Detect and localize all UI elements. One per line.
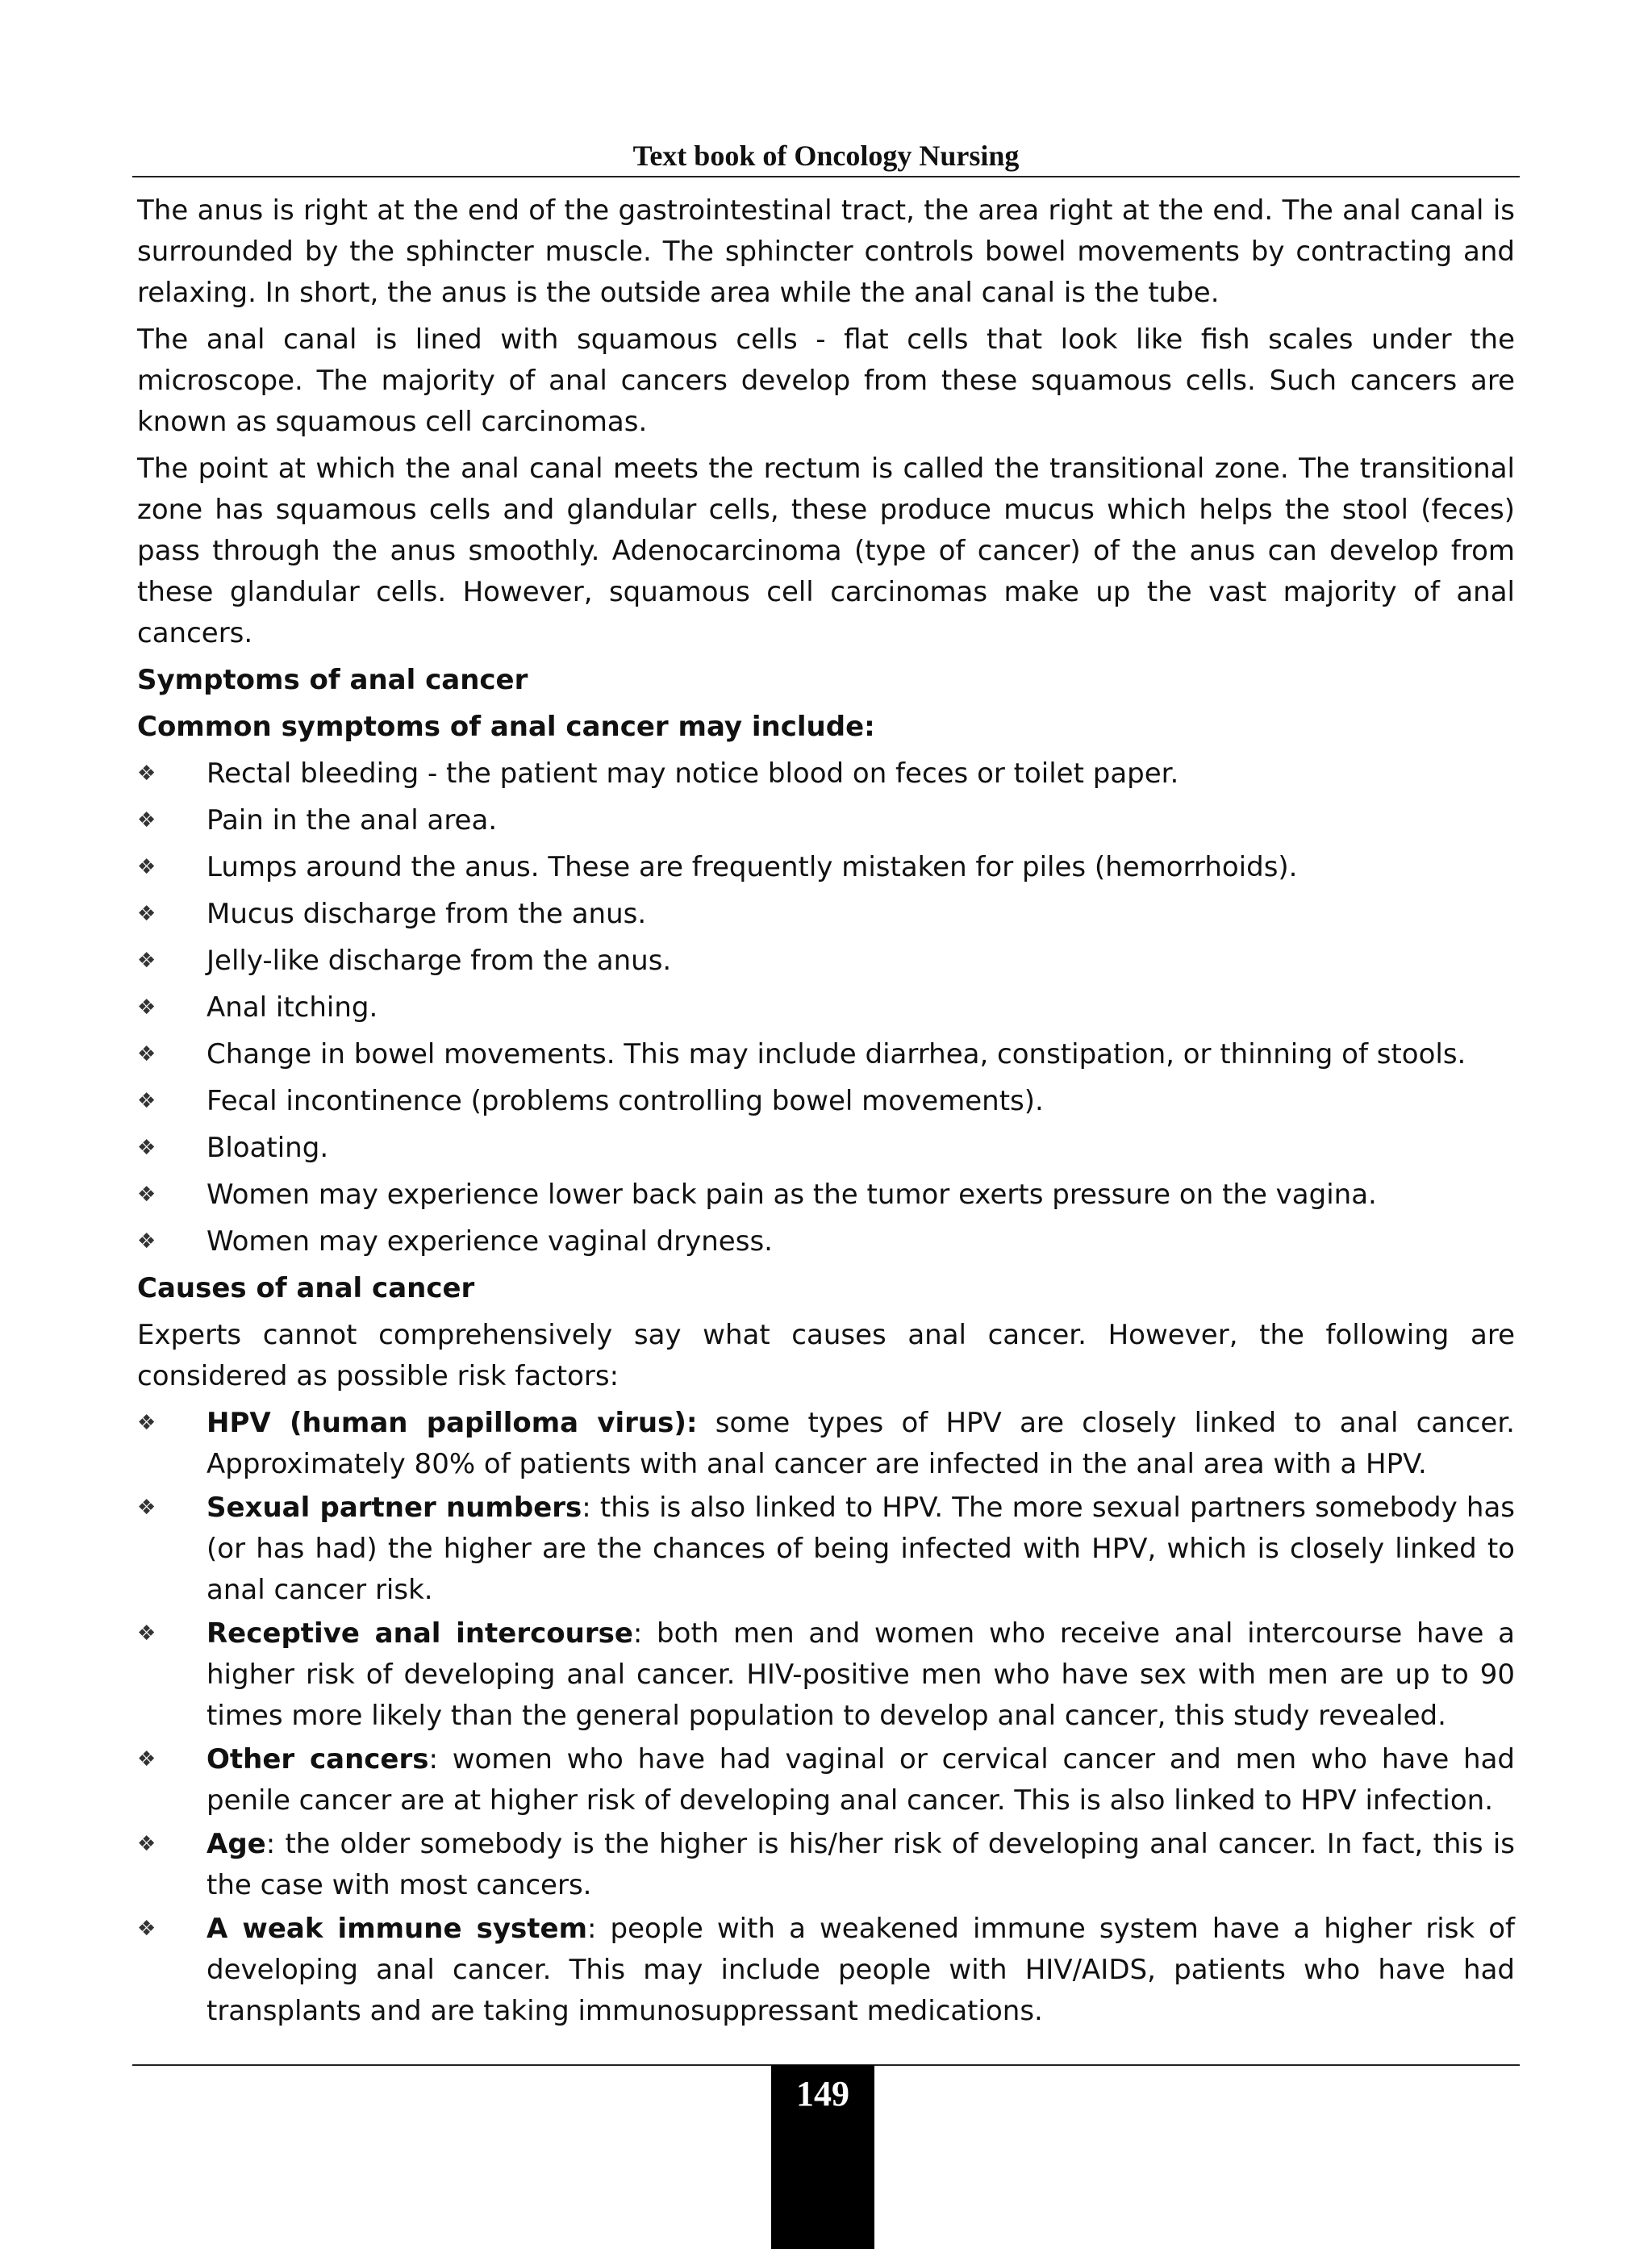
list-item [137,1488,1515,1611]
list-item [137,847,1515,887]
risk-factor-text: : both men and women who receive anal intercourse have a higher risk of developing anal cancer. HIV-positive men who have sex with men are up to 90 times more likely than the general population to develop anal cancer, this study revealed. [206,1617,1515,1732]
list-item [137,987,1515,1028]
list-item [137,800,1515,841]
risk-factor-term: Age [206,1828,266,1860]
page-content [137,190,1515,2034]
list-item [137,1034,1515,1074]
intro-paragraph: The anal canal is lined with squamous cells - flat cells that look like fish scales under the microscope. The majority of anal cancers develop from these squamous cells. Such cancers are known as squamous cell carcinomas. [137,323,1515,438]
list-item [137,941,1515,981]
page-number: 149 [796,2074,849,2113]
intro-paragraph: The anus is right at the end of the gastrointestinal tract, the area right at the end. The anal canal is surrounded by the sphincter muscle. The sphincter controls bowel movements by contracting and relaxing. In short, the anus is the outside area while the anal canal is the tube. [137,194,1515,309]
symptom-text: Mucus discharge from the anus. [206,898,647,930]
diamond-bullet-icon: ❖ [137,1042,156,1066]
diamond-bullet-icon: ❖ [137,1089,156,1113]
diamond-bullet-icon: ❖ [137,1917,156,1941]
list-item [137,1739,1515,1821]
causes-list [137,1403,1515,2032]
diamond-bullet-icon: ❖ [137,1832,156,1856]
diamond-bullet-icon: ❖ [137,1411,156,1435]
list-item [137,1128,1515,1168]
diamond-bullet-icon: ❖ [137,1747,156,1771]
symptoms-subheading: Common symptoms of anal cancer may include: [137,711,875,743]
diamond-bullet-icon: ❖ [137,1136,156,1160]
intro-paragraph: The point at which the anal canal meets the rectum is called the transitional zone. The transitional zone has squamous cells and glandular cells, these produce mucus which helps the stool (feces) pass through the anus smoothly. Adenocarcinoma (type of cancer) of the anus can develop from these glandular cells. However, squamous cell carcinomas make up the vast majority of anal cancers. [137,453,1515,649]
symptom-text: Women may experience vaginal dryness. [206,1225,773,1258]
diamond-bullet-icon: ❖ [137,1621,156,1646]
risk-factor-text: some types of HPV are closely linked to anal cancer. Approximately 80% of patients with anal cancer are infected in the anal area with a HPV. [206,1407,1515,1480]
symptom-text: Anal itching. [206,991,378,1024]
risk-factor-text: : women who have had vaginal or cervical cancer and men who have had penile cancer are at higher risk of developing anal cancer. This is also linked to HPV infection. [206,1743,1515,1817]
diamond-bullet-icon: ❖ [137,855,156,879]
risk-factor-term: Receptive anal intercourse [206,1617,633,1650]
symptoms-heading: Symptoms of anal cancer [137,664,528,696]
symptom-text: Bloating. [206,1132,329,1164]
diamond-bullet-icon: ❖ [137,761,156,786]
list-item [137,1175,1515,1215]
header-divider [132,176,1520,177]
list-item [137,1909,1515,2032]
risk-factor-text: : the older somebody is the higher is his/her risk of developing anal cancer. In fact, this is the case with most cancers. [206,1828,1515,1901]
symptom-text: Lumps around the anus. These are frequently mistaken for piles (hemorrhoids). [206,851,1298,883]
diamond-bullet-icon: ❖ [137,902,156,926]
risk-factor-term: A weak immune system [206,1913,588,1945]
risk-factor-text: : this is also linked to HPV. The more sexual partners somebody has (or has had) the higher are the chances of being infected with HPV, which is closely linked to anal cancer risk. [206,1492,1515,1606]
diamond-bullet-icon: ❖ [137,808,156,832]
list-item [137,1824,1515,1906]
list-item [137,1221,1515,1262]
diamond-bullet-icon: ❖ [137,995,156,1020]
diamond-bullet-icon: ❖ [137,1229,156,1254]
symptom-text: Rectal bleeding - the patient may notice blood on feces or toilet paper. [206,757,1179,790]
causes-heading: Causes of anal cancer [137,1272,475,1304]
page-header-title: Text book of Oncology Nursing [632,140,1020,172]
list-item [137,1613,1515,1737]
symptoms-list [137,753,1515,1262]
risk-factor-term: Sexual partner numbers [206,1492,582,1524]
causes-intro: Experts cannot comprehensively say what causes anal cancer. However, the following are considered as possible risk factors: [137,1319,1515,1392]
risk-factor-term: HPV (human papilloma virus): [206,1407,698,1439]
risk-factor-text: : people with a weakened immune system have a higher risk of developing anal cancer. This may include people with HIV/AIDS, patients who have had transplants and are taking immunosuppressant medications. [206,1913,1515,2027]
list-item [137,1081,1515,1121]
diamond-bullet-icon: ❖ [137,1183,156,1207]
list-item [137,753,1515,794]
risk-factor-term: Other cancers [206,1743,429,1775]
symptom-text: Pain in the anal area. [206,804,498,837]
diamond-bullet-icon: ❖ [137,949,156,973]
diamond-bullet-icon: ❖ [137,1496,156,1520]
symptom-text: Jelly-like discharge from the anus. [206,945,672,977]
list-item [137,1403,1515,1485]
symptom-text: Change in bowel movements. This may include diarrhea, constipation, or thinning of stools. [206,1038,1466,1070]
symptom-text: Fecal incontinence (problems controlling bowel movements). [206,1085,1044,1117]
list-item [137,894,1515,934]
symptom-text: Women may experience lower back pain as the tumor exerts pressure on the vagina. [206,1179,1377,1211]
